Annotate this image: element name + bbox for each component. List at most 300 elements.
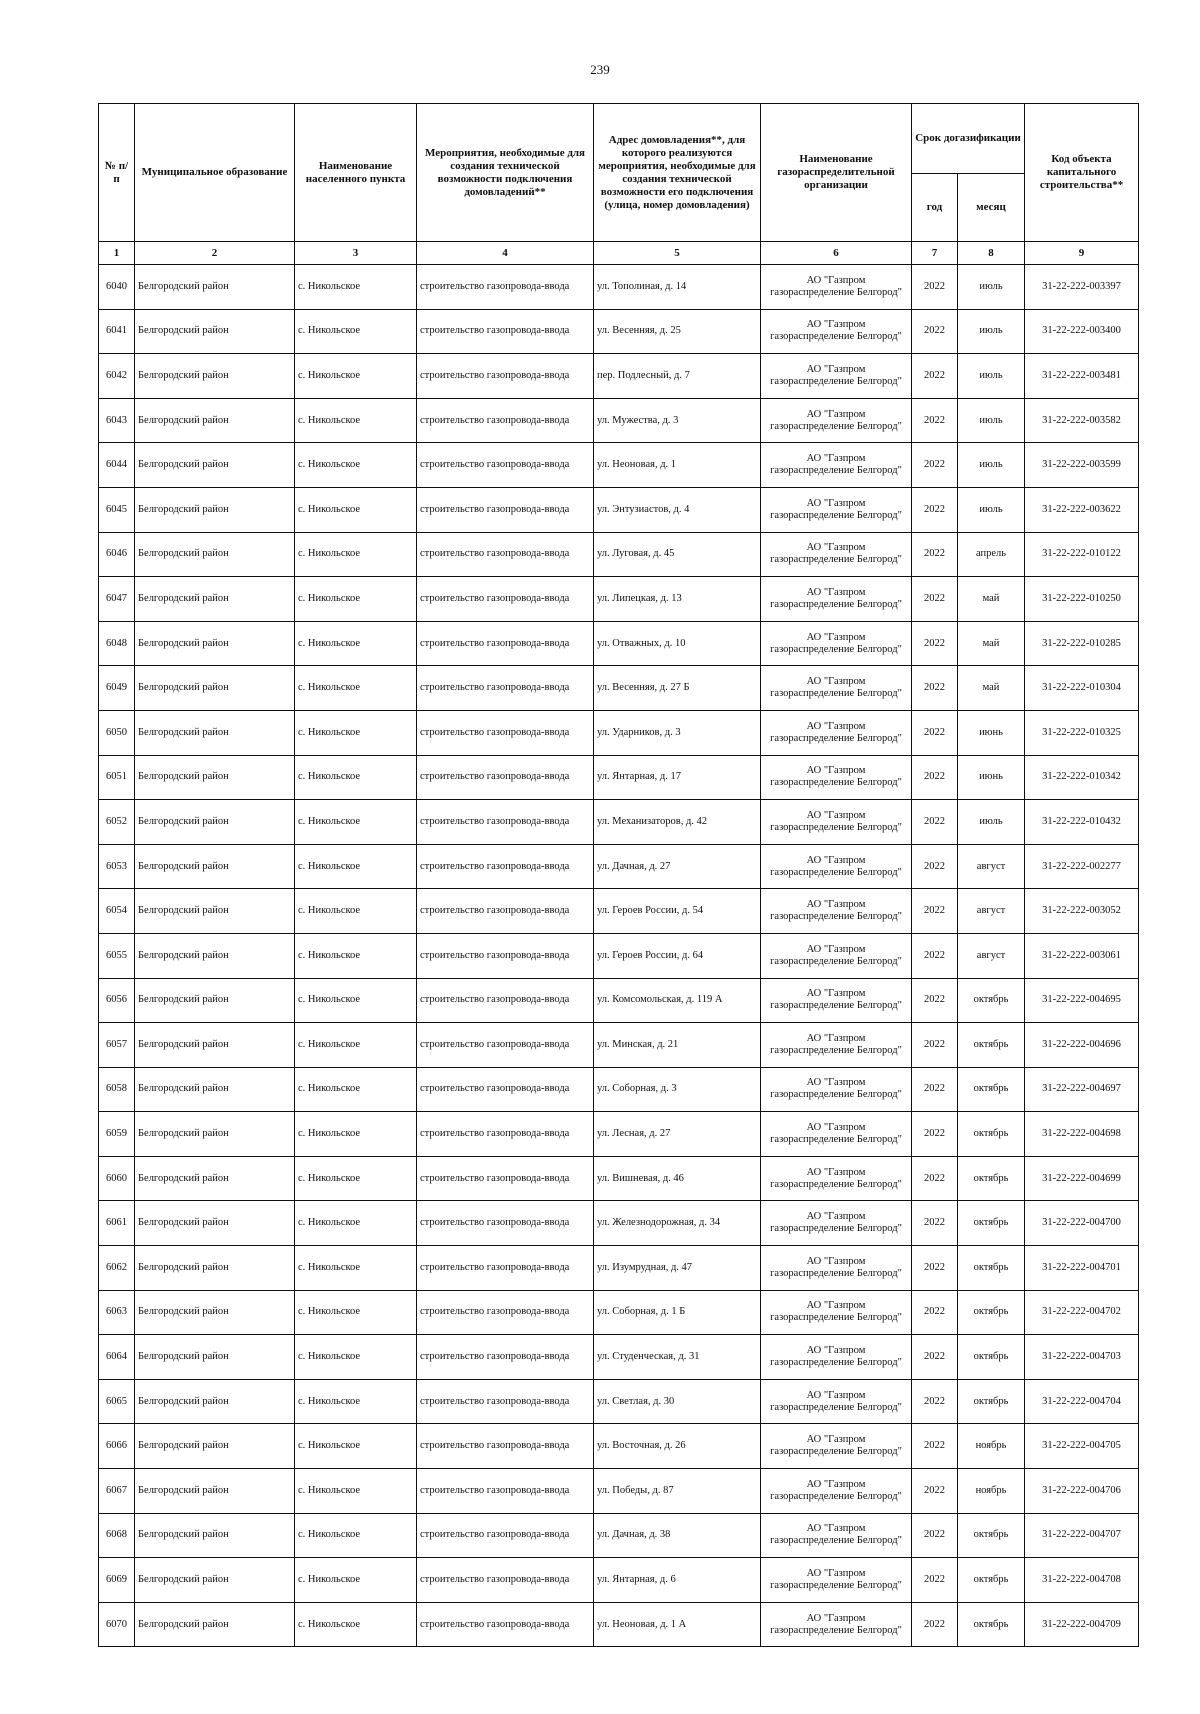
municipality-cell: Белгородский район [135, 755, 295, 800]
municipality-cell: Белгородский район [135, 978, 295, 1023]
organization-line-1: АО "Газпром [806, 453, 866, 465]
organization-line-2: газораспределение Белгород" [770, 1134, 902, 1146]
month-cell: июнь [958, 755, 1025, 800]
row-number: 6042 [99, 354, 135, 399]
header-organization: Наименование газораспределительной организации [761, 104, 912, 242]
organization-cell [761, 666, 912, 711]
organization-line-1: АО "Газпром [806, 1211, 866, 1223]
municipality-cell: Белгородский район [135, 532, 295, 577]
organization-line-2: газораспределение Белгород" [770, 1267, 902, 1279]
year-cell: 2022 [912, 710, 958, 755]
organization-line-2: газораспределение Белгород" [770, 375, 902, 387]
measure-cell: строительство газопровода-ввода [417, 844, 594, 889]
settlement-cell: с. Никольское [295, 398, 417, 443]
municipality-cell: Белгородский район [135, 1379, 295, 1424]
measure-cell: строительство газопровода-ввода [417, 532, 594, 577]
address-cell: ул. Отважных, д. 10 [594, 621, 761, 666]
settlement-cell: с. Никольское [295, 577, 417, 622]
address-cell: ул. Луговая, д. 45 [594, 532, 761, 577]
year-cell: 2022 [912, 265, 958, 310]
municipality-cell: Белгородский район [135, 800, 295, 845]
year-cell: 2022 [912, 978, 958, 1023]
settlement-cell: с. Никольское [295, 710, 417, 755]
month-cell: октябрь [958, 1558, 1025, 1603]
year-cell: 2022 [912, 532, 958, 577]
month-cell: июль [958, 265, 1025, 310]
row-number: 6043 [99, 398, 135, 443]
address-cell: пер. Подлесный, д. 7 [594, 354, 761, 399]
measure-cell: строительство газопровода-ввода [417, 800, 594, 845]
address-cell: ул. Тополиная, д. 14 [594, 265, 761, 310]
municipality-cell: Белгородский район [135, 265, 295, 310]
row-number: 6046 [99, 532, 135, 577]
organization-cell [761, 354, 912, 399]
organization-line-1: АО "Газпром [806, 631, 866, 643]
organization-line-2: газораспределение Белгород" [770, 465, 902, 477]
organization-cell [761, 1424, 912, 1469]
row-number: 6052 [99, 800, 135, 845]
settlement-cell: с. Никольское [295, 443, 417, 488]
table-row [99, 1067, 1139, 1112]
year-cell: 2022 [912, 1246, 958, 1291]
organization-line-2: газораспределение Белгород" [770, 1357, 902, 1369]
year-cell: 2022 [912, 889, 958, 934]
code-cell: 31-22-222-004699 [1025, 1156, 1139, 1201]
month-cell: октябрь [958, 1156, 1025, 1201]
table-header [99, 104, 1139, 265]
page-number: 239 [590, 62, 610, 77]
settlement-cell: с. Никольское [295, 800, 417, 845]
organization-line-1: АО "Газпром [806, 943, 866, 955]
settlement-cell: с. Никольское [295, 1513, 417, 1558]
municipality-cell: Белгородский район [135, 844, 295, 889]
measure-cell: строительство газопровода-ввода [417, 1602, 594, 1647]
organization-line-2: газораспределение Белгород" [770, 688, 902, 700]
year-cell: 2022 [912, 1156, 958, 1201]
organization-line-1: АО "Газпром [806, 1389, 866, 1401]
organization-line-2: газораспределение Белгород" [770, 331, 902, 343]
month-cell: апрель [958, 532, 1025, 577]
organization-line-1: АО "Газпром [806, 1568, 866, 1580]
row-number: 6055 [99, 933, 135, 978]
measure-cell: строительство газопровода-ввода [417, 1156, 594, 1201]
row-number: 6069 [99, 1558, 135, 1603]
measure-cell: строительство газопровода-ввода [417, 443, 594, 488]
column-number: 2 [135, 242, 295, 265]
organization-line-2: газораспределение Белгород" [770, 1223, 902, 1235]
address-cell: ул. Дачная, д. 38 [594, 1513, 761, 1558]
month-cell: октябрь [958, 1201, 1025, 1246]
organization-line-1: АО "Газпром [806, 1478, 866, 1490]
organization-line-2: газораспределение Белгород" [770, 1490, 902, 1502]
year-cell: 2022 [912, 1379, 958, 1424]
address-cell: ул. Липецкая, д. 13 [594, 577, 761, 622]
organization-cell [761, 1602, 912, 1647]
month-cell: июль [958, 309, 1025, 354]
month-cell: июль [958, 354, 1025, 399]
column-number: 3 [295, 242, 417, 265]
header-month: месяц [958, 174, 1025, 242]
organization-cell [761, 1067, 912, 1112]
code-cell: 31-22-222-010342 [1025, 755, 1139, 800]
settlement-cell: с. Никольское [295, 1602, 417, 1647]
year-cell: 2022 [912, 1513, 958, 1558]
month-cell: октябрь [958, 1379, 1025, 1424]
address-cell: ул. Студенческая, д. 31 [594, 1335, 761, 1380]
month-cell: июль [958, 443, 1025, 488]
table-row [99, 487, 1139, 532]
organization-line-2: газораспределение Белгород" [770, 286, 902, 298]
month-cell: ноябрь [958, 1424, 1025, 1469]
organization-cell [761, 1201, 912, 1246]
address-cell: ул. Дачная, д. 27 [594, 844, 761, 889]
organization-line-2: газораспределение Белгород" [770, 1446, 902, 1458]
organization-cell [761, 889, 912, 934]
month-cell: июль [958, 487, 1025, 532]
table-row [99, 1290, 1139, 1335]
organization-line-2: газораспределение Белгород" [770, 821, 902, 833]
code-cell: 31-22-222-003061 [1025, 933, 1139, 978]
code-cell: 31-22-222-004706 [1025, 1469, 1139, 1514]
header-year: год [912, 174, 958, 242]
code-cell: 31-22-222-010325 [1025, 710, 1139, 755]
organization-line-2: газораспределение Белгород" [770, 955, 902, 967]
organization-line-2: газораспределение Белгород" [770, 643, 902, 655]
code-cell: 31-22-222-003481 [1025, 354, 1139, 399]
measure-cell: строительство газопровода-ввода [417, 666, 594, 711]
organization-line-2: газораспределение Белгород" [770, 554, 902, 566]
column-number: 6 [761, 242, 912, 265]
measure-cell: строительство газопровода-ввода [417, 1023, 594, 1068]
address-cell: ул. Неоновая, д. 1 А [594, 1602, 761, 1647]
organization-line-1: АО "Газпром [806, 1300, 866, 1312]
table-row [99, 1379, 1139, 1424]
settlement-cell: с. Никольское [295, 309, 417, 354]
organization-line-2: газораспределение Белгород" [770, 1535, 902, 1547]
settlement-cell: с. Никольское [295, 1112, 417, 1157]
header-code: Код объекта капитального строительства** [1025, 104, 1139, 242]
measure-cell: строительство газопровода-ввода [417, 1290, 594, 1335]
measure-cell: строительство газопровода-ввода [417, 309, 594, 354]
organization-line-1: АО "Газпром [806, 1255, 866, 1267]
address-cell: ул. Янтарная, д. 17 [594, 755, 761, 800]
table-row [99, 755, 1139, 800]
organization-line-1: АО "Газпром [806, 720, 866, 732]
municipality-cell: Белгородский район [135, 1469, 295, 1514]
municipality-cell: Белгородский район [135, 1156, 295, 1201]
month-cell: май [958, 666, 1025, 711]
organization-cell [761, 755, 912, 800]
municipality-cell: Белгородский район [135, 1424, 295, 1469]
table-row [99, 354, 1139, 399]
month-cell: октябрь [958, 1335, 1025, 1380]
address-cell: ул. Победы, д. 87 [594, 1469, 761, 1514]
measure-cell: строительство газопровода-ввода [417, 1201, 594, 1246]
organization-line-1: АО "Газпром [806, 1166, 866, 1178]
table-body [99, 265, 1139, 1647]
organization-cell [761, 933, 912, 978]
code-cell: 31-22-222-010432 [1025, 800, 1139, 845]
table-row [99, 532, 1139, 577]
year-cell: 2022 [912, 1469, 958, 1514]
table-row [99, 800, 1139, 845]
organization-line-2: газораспределение Белгород" [770, 1089, 902, 1101]
address-cell: ул. Мужества, д. 3 [594, 398, 761, 443]
address-cell: ул. Механизаторов, д. 42 [594, 800, 761, 845]
organization-cell [761, 309, 912, 354]
measure-cell: строительство газопровода-ввода [417, 1558, 594, 1603]
measure-cell: строительство газопровода-ввода [417, 577, 594, 622]
settlement-cell: с. Никольское [295, 933, 417, 978]
organization-line-2: газораспределение Белгород" [770, 1624, 902, 1636]
municipality-cell: Белгородский район [135, 933, 295, 978]
code-cell: 31-22-222-003397 [1025, 265, 1139, 310]
code-cell: 31-22-222-004708 [1025, 1558, 1139, 1603]
organization-line-1: АО "Газпром [806, 408, 866, 420]
organization-cell [761, 1290, 912, 1335]
header-measures: Мероприятия, необходимые для создания технической возможности подключения домовладений** [417, 104, 594, 242]
code-cell: 31-22-222-004707 [1025, 1513, 1139, 1558]
table-row [99, 978, 1139, 1023]
organization-cell [761, 710, 912, 755]
row-number: 6050 [99, 710, 135, 755]
municipality-cell: Белгородский район [135, 443, 295, 488]
organization-cell [761, 800, 912, 845]
organization-line-2: газораспределение Белгород" [770, 1178, 902, 1190]
organization-line-1: АО "Газпром [806, 1345, 866, 1357]
settlement-cell: с. Никольское [295, 1290, 417, 1335]
organization-cell [761, 577, 912, 622]
code-cell: 31-22-222-003599 [1025, 443, 1139, 488]
address-cell: ул. Героев России, д. 54 [594, 889, 761, 934]
municipality-cell: Белгородский район [135, 1513, 295, 1558]
measure-cell: строительство газопровода-ввода [417, 1112, 594, 1157]
organization-line-1: АО "Газпром [806, 1523, 866, 1535]
organization-cell [761, 1335, 912, 1380]
municipality-cell: Белгородский район [135, 577, 295, 622]
row-number: 6061 [99, 1201, 135, 1246]
table-row [99, 889, 1139, 934]
code-cell: 31-22-222-003400 [1025, 309, 1139, 354]
organization-line-2: газораспределение Белгород" [770, 1312, 902, 1324]
code-cell: 31-22-222-002277 [1025, 844, 1139, 889]
code-cell: 31-22-222-003622 [1025, 487, 1139, 532]
table-row [99, 1469, 1139, 1514]
table-row [99, 309, 1139, 354]
year-cell: 2022 [912, 933, 958, 978]
row-number: 6054 [99, 889, 135, 934]
municipality-cell: Белгородский район [135, 1067, 295, 1112]
year-cell: 2022 [912, 844, 958, 889]
month-cell: июль [958, 800, 1025, 845]
organization-line-1: АО "Газпром [806, 1434, 866, 1446]
organization-line-1: АО "Газпром [806, 497, 866, 509]
table-row [99, 1201, 1139, 1246]
row-number: 6066 [99, 1424, 135, 1469]
code-cell: 31-22-222-004696 [1025, 1023, 1139, 1068]
organization-line-1: АО "Газпром [806, 988, 866, 1000]
measure-cell: строительство газопровода-ввода [417, 1067, 594, 1112]
measure-cell: строительство газопровода-ввода [417, 1424, 594, 1469]
row-number: 6060 [99, 1156, 135, 1201]
organization-line-1: АО "Газпром [806, 542, 866, 554]
settlement-cell: с. Никольское [295, 978, 417, 1023]
settlement-cell: с. Никольское [295, 1023, 417, 1068]
month-cell: август [958, 889, 1025, 934]
code-cell: 31-22-222-004703 [1025, 1335, 1139, 1380]
address-cell: ул. Весенняя, д. 27 Б [594, 666, 761, 711]
row-number: 6062 [99, 1246, 135, 1291]
row-number: 6044 [99, 443, 135, 488]
organization-cell [761, 1112, 912, 1157]
organization-line-1: АО "Газпром [806, 1077, 866, 1089]
row-number: 6058 [99, 1067, 135, 1112]
month-cell: октябрь [958, 1112, 1025, 1157]
settlement-cell: с. Никольское [295, 265, 417, 310]
measure-cell: строительство газопровода-ввода [417, 1246, 594, 1291]
address-cell: ул. Железнодорожная, д. 34 [594, 1201, 761, 1246]
organization-line-1: АО "Газпром [806, 854, 866, 866]
measure-cell: строительство газопровода-ввода [417, 1379, 594, 1424]
row-number: 6057 [99, 1023, 135, 1068]
address-cell: ул. Восточная, д. 26 [594, 1424, 761, 1469]
address-cell: ул. Неоновая, д. 1 [594, 443, 761, 488]
row-number: 6065 [99, 1379, 135, 1424]
organization-line-1: АО "Газпром [806, 809, 866, 821]
organization-line-2: газораспределение Белгород" [770, 732, 902, 744]
address-cell: ул. Янтарная, д. 6 [594, 1558, 761, 1603]
column-number: 8 [958, 242, 1025, 265]
municipality-cell: Белгородский район [135, 666, 295, 711]
month-cell: октябрь [958, 1513, 1025, 1558]
table-row [99, 577, 1139, 622]
municipality-cell: Белгородский район [135, 621, 295, 666]
month-cell: октябрь [958, 1023, 1025, 1068]
municipality-cell: Белгородский район [135, 889, 295, 934]
code-cell: 31-22-222-004704 [1025, 1379, 1139, 1424]
address-cell: ул. Энтузиастов, д. 4 [594, 487, 761, 532]
address-cell: ул. Героев России, д. 64 [594, 933, 761, 978]
table-row [99, 710, 1139, 755]
organization-line-2: газораспределение Белгород" [770, 509, 902, 521]
municipality-cell: Белгородский район [135, 1290, 295, 1335]
header-settlement: Наименование населенного пункта [295, 104, 417, 242]
address-cell: ул. Соборная, д. 3 [594, 1067, 761, 1112]
month-cell: октябрь [958, 978, 1025, 1023]
measure-cell: строительство газопровода-ввода [417, 933, 594, 978]
code-cell: 31-22-222-004702 [1025, 1290, 1139, 1335]
municipality-cell: Белгородский район [135, 1335, 295, 1380]
address-cell: ул. Изумрудная, д. 47 [594, 1246, 761, 1291]
column-number: 5 [594, 242, 761, 265]
measure-cell: строительство газопровода-ввода [417, 265, 594, 310]
organization-cell [761, 621, 912, 666]
month-cell: май [958, 621, 1025, 666]
organization-line-1: АО "Газпром [806, 363, 866, 375]
table-row [99, 621, 1139, 666]
organization-line-1: АО "Газпром [806, 899, 866, 911]
organization-cell [761, 1558, 912, 1603]
organization-cell [761, 978, 912, 1023]
header-address: Адрес домовладения**, для которого реализуются мероприятия, необходимые для создания технической возможности его подключения (улица, номер домовладения) [594, 104, 761, 242]
settlement-cell: с. Никольское [295, 1246, 417, 1291]
settlement-cell: с. Никольское [295, 1067, 417, 1112]
organization-cell [761, 1469, 912, 1514]
year-cell: 2022 [912, 1424, 958, 1469]
month-cell: август [958, 933, 1025, 978]
organization-cell [761, 1023, 912, 1068]
organization-cell [761, 265, 912, 310]
row-number: 6059 [99, 1112, 135, 1157]
measure-cell: строительство газопровода-ввода [417, 1469, 594, 1514]
organization-cell [761, 1513, 912, 1558]
table-row [99, 265, 1139, 310]
year-cell: 2022 [912, 800, 958, 845]
month-cell: октябрь [958, 1067, 1025, 1112]
code-cell: 31-22-222-003582 [1025, 398, 1139, 443]
organization-line-1: АО "Газпром [806, 676, 866, 688]
organization-cell [761, 443, 912, 488]
row-number: 6070 [99, 1602, 135, 1647]
settlement-cell: с. Никольское [295, 487, 417, 532]
year-cell: 2022 [912, 1558, 958, 1603]
address-cell: ул. Весенняя, д. 25 [594, 309, 761, 354]
year-cell: 2022 [912, 1112, 958, 1157]
year-cell: 2022 [912, 1335, 958, 1380]
organization-line-2: газораспределение Белгород" [770, 1580, 902, 1592]
month-cell: ноябрь [958, 1469, 1025, 1514]
code-cell: 31-22-222-010122 [1025, 532, 1139, 577]
month-cell: май [958, 577, 1025, 622]
organization-cell [761, 487, 912, 532]
measure-cell: строительство газопровода-ввода [417, 710, 594, 755]
table-row [99, 1424, 1139, 1469]
municipality-cell: Белгородский район [135, 354, 295, 399]
column-number: 7 [912, 242, 958, 265]
month-cell: июль [958, 398, 1025, 443]
code-cell: 31-22-222-010304 [1025, 666, 1139, 711]
settlement-cell: с. Никольское [295, 1558, 417, 1603]
table-row [99, 1246, 1139, 1291]
organization-line-1: АО "Газпром [806, 1612, 866, 1624]
organization-line-1: АО "Газпром [806, 1032, 866, 1044]
organization-cell [761, 532, 912, 577]
organization-line-2: газораспределение Белгород" [770, 1401, 902, 1413]
measure-cell: строительство газопровода-ввода [417, 1335, 594, 1380]
settlement-cell: с. Никольское [295, 354, 417, 399]
year-cell: 2022 [912, 1290, 958, 1335]
municipality-cell: Белгородский район [135, 1558, 295, 1603]
measure-cell: строительство газопровода-ввода [417, 755, 594, 800]
year-cell: 2022 [912, 443, 958, 488]
year-cell: 2022 [912, 621, 958, 666]
address-cell: ул. Светлая, д. 30 [594, 1379, 761, 1424]
measure-cell: строительство газопровода-ввода [417, 398, 594, 443]
row-number: 6049 [99, 666, 135, 711]
code-cell: 31-22-222-004701 [1025, 1246, 1139, 1291]
year-cell: 2022 [912, 666, 958, 711]
municipality-cell: Белгородский район [135, 1201, 295, 1246]
address-cell: ул. Лесная, д. 27 [594, 1112, 761, 1157]
organization-line-1: АО "Газпром [806, 319, 866, 331]
organization-line-2: газораспределение Белгород" [770, 598, 902, 610]
column-number-row [99, 242, 1139, 265]
organization-line-2: газораспределение Белгород" [770, 420, 902, 432]
organization-line-2: газораспределение Белгород" [770, 911, 902, 923]
row-number: 6068 [99, 1513, 135, 1558]
code-cell: 31-22-222-004695 [1025, 978, 1139, 1023]
year-cell: 2022 [912, 1201, 958, 1246]
